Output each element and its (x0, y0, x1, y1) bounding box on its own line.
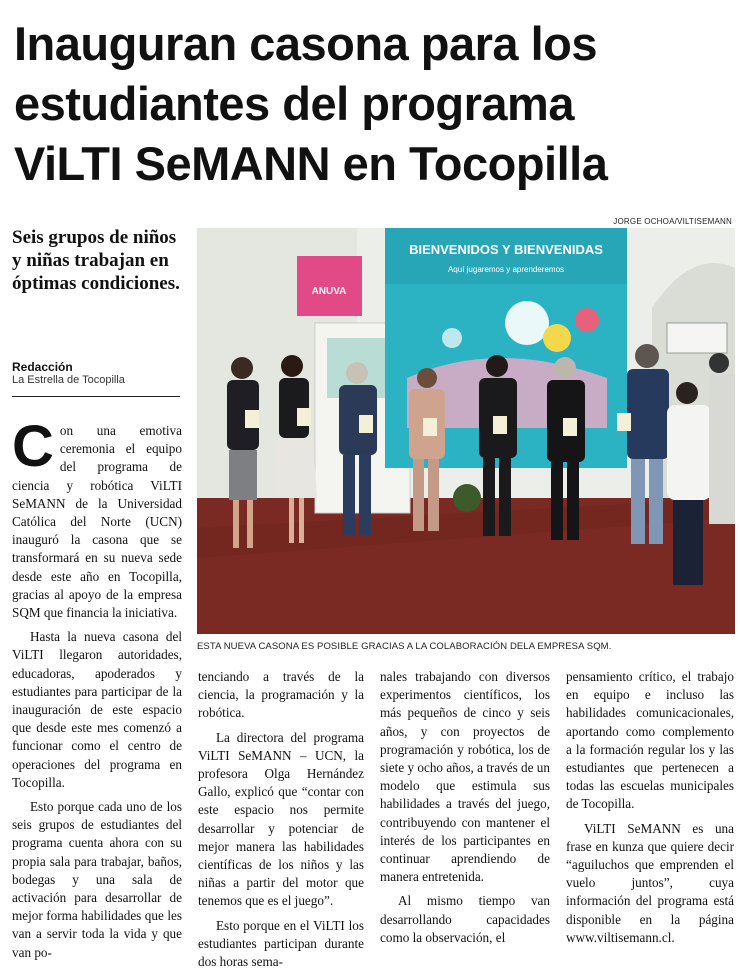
paragraph-4: La directora del programa ViLTI SeMANN – UCN, la profesora Olga Hernández Gallo, explicó que “contar con este espacio nos permite desarrollar y potenciar de mejor manera las habilidades científicas de los niños y las niñas a partir del motor que tenemos que es el juego”. (198, 729, 364, 909)
side-sign-text: ANUVA (311, 286, 347, 297)
event-photo-illustration (197, 228, 735, 634)
paragraph-3: Esto porque cada uno de los seis grupos de estudiantes del programa cuenta ahora con su propia sala para trabajar, baños, bodegas y una sala de activación para desarrollar de mejor forma habilidades que les van a servir toda la vida y que van po- (12, 799, 182, 960)
article-column-1 (12, 414, 182, 962)
paragraph-1: on una emotiva ceremonia el equipo del programa de ciencia y robótica ViLTI SeMANN de la Universidad Católica del Norte (UCN) inauguró la casona que se transformará en su nueva sede desde este año en Tocopilla, gracias al apoyo de la empresa SQM que financia la iniciativa. (12, 423, 182, 621)
banner-title: BIENVENIDOS Y BIENVENIDAS (409, 242, 603, 257)
byline-outlet: La Estrella de Tocopilla (12, 374, 125, 386)
banner-subtitle: Aquí jugaremos y aprenderemos (447, 265, 565, 274)
paragraph-2: Hasta la nueva casona del ViLTI llegaron autoridades, educadoras, apoderados y estudiantes para participar de la inauguración de este espacio que desde este mes comenzó a funcionar como el centro de operaciones del programa en Tocopilla. (12, 629, 182, 790)
byline-author: Redacción (12, 360, 73, 374)
headline-line-1: Inauguran casona para los (14, 17, 598, 70)
article-column-2 (198, 668, 364, 971)
subhead: Seis grupos de niños y niñas trabajan en óptimas condiciones. (12, 227, 180, 294)
photo-credit: JORGE OCHOA/VILTISEMANN (613, 217, 732, 226)
article-column-3 (380, 668, 550, 947)
headline (14, 14, 730, 194)
headline-line-2: estudiantes del programa (14, 77, 574, 130)
event-photo (197, 228, 735, 634)
photo-caption: ESTA NUEVA CASONA ES POSIBLE GRACIAS A LA COLABORACIÓN DELA EMPRESA SQM. (197, 641, 612, 652)
paragraph-5-cont: nales trabajando con diversos experimentos científicos, los más pequeños de cinco y seis años, y con proyectos de programación y robótica, los de siete y ocho años, a través de un modelo que estimula sus habilidades a través del juego, contribuyendo con mantener el interés de los participantes en continuar aprendiendo de manera entretenida. (380, 669, 550, 885)
byline-divider (12, 396, 180, 397)
headline-line-3: ViLTI SeMANN en Tocopilla (14, 137, 608, 190)
paragraph-6-cont: pensamiento crítico, el trabajo en equipo e incluso las habilidades comunicacionales, aportando como complemento a la formación regular los y las estudiantes que pertenecen a todas las escuelas municipales de Tocopilla. (566, 669, 734, 812)
drop-cap: C (12, 414, 54, 479)
article-column-4 (566, 668, 734, 947)
paragraph-7: ViLTI SeMANN es una frase en kunza que quiere decir “aguiluchos que emprenden el vuelo juntos”, cuya información del programa está disponible en la página www.viltisemann.cl. (566, 820, 734, 945)
paragraph-5: Esto porque en el ViLTI los estudiantes participan durante dos horas sema- (198, 917, 364, 970)
paragraph-6: Al mismo tiempo van desarrollando capacidades como la observación, el (380, 893, 550, 945)
paragraph-3-cont: tenciando a través de la ciencia, la programación y la robótica. (198, 669, 364, 721)
byline (12, 360, 180, 387)
